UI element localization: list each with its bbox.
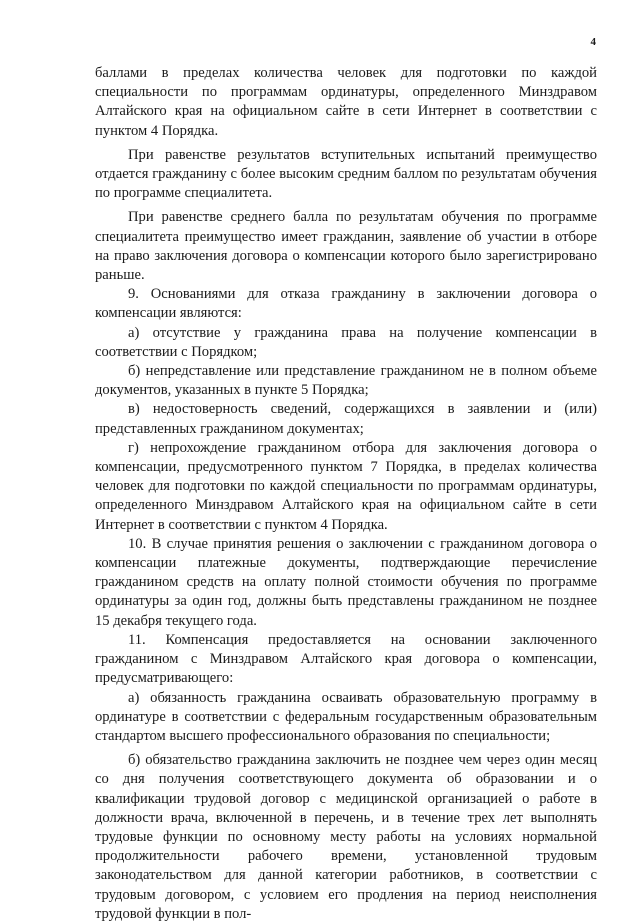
paragraph-item-11: 11. Компенсация предоставляется на основании заключенного гражданином с Минздравом Алтайского края договора о компенсации, предусматривающего: xyxy=(95,631,597,687)
paragraph-equal-average: При равенстве среднего балла по результатам обучения по программе специалитета преимущество имеет гражданин, заявление об участии в отборе на право заключения договора о компенсации которого было зарегистрировано раньше. xyxy=(95,209,597,284)
paragraph-continuation: баллами в пределах количества человек для подготовки по каждой специальности по программам ординатуры, определенного Минздравом Алтайского края на официальном сайте в сети Интернет в соответствии с пунктом 4 Порядка. xyxy=(95,65,597,139)
page-number: 4 xyxy=(590,36,596,48)
paragraph-item-9d: г) непрохождение гражданином отбора для заключения договора о компенсации, предусмотренного пунктом 7 Порядка, в пределах количества человек для подготовки по каждой специальности по программам ординатуры, определенного Минздравом Алтайского края на официальном сайте в сети Интернет в соответствии с пунктом 4 Порядка. xyxy=(95,439,597,533)
paragraph-item-11a: а) обязанность гражданина осваивать образовательную программу в ординатуре в соответствии с федеральным государственным образовательным стандартом высшего профессионального образования по специальности; xyxy=(95,689,597,744)
paragraph-item-9a: а) отсутствие у гражданина права на получение компенсации в соответствии с Порядком; xyxy=(95,324,597,360)
paragraph-item-9: 9. Основаниями для отказа гражданину в заключении договора о компенсации являются: xyxy=(95,286,597,322)
paragraph-item-9b: б) непредставление или представление гражданином не в полном объеме документов, указанных в пункте 5 Порядка; xyxy=(95,363,597,399)
document-body xyxy=(95,64,597,924)
paragraph-equal-results: При равенстве результатов вступительных испытаний преимущество отдается гражданину с более высоким средним баллом по результатам обучения по программе специалитета. xyxy=(95,146,597,202)
paragraph-item-11b: б) обязательство гражданина заключить не позднее чем через один месяц со дня получения соответствующего документа об образовании и о квалификации трудовой договор с медицинской организацией о работе в должности врача, включенной в перечень, и в течение трех лет выполнять трудовые функции по основному месту работы на условиях нормальной продолжительности рабочего времени, установленной трудовым законодательством для данной категории работников, в соответствии с трудовым договором, с условием его продления на период неисполнения трудовой функции в пол- xyxy=(95,752,597,922)
paragraph-item-9c: в) недостоверность сведений, содержащихся в заявлении и (или) представленных гражданином документах; xyxy=(95,401,597,437)
paragraph-item-10: 10. В случае принятия решения о заключении с гражданином договора о компенсации платежные документы, подтверждающие перечисление гражданином средств на оплату полной стоимости обучения по программе ординатуры за один год, должны быть представлены гражданином не позднее 15 декабря текущего года. xyxy=(95,535,597,629)
